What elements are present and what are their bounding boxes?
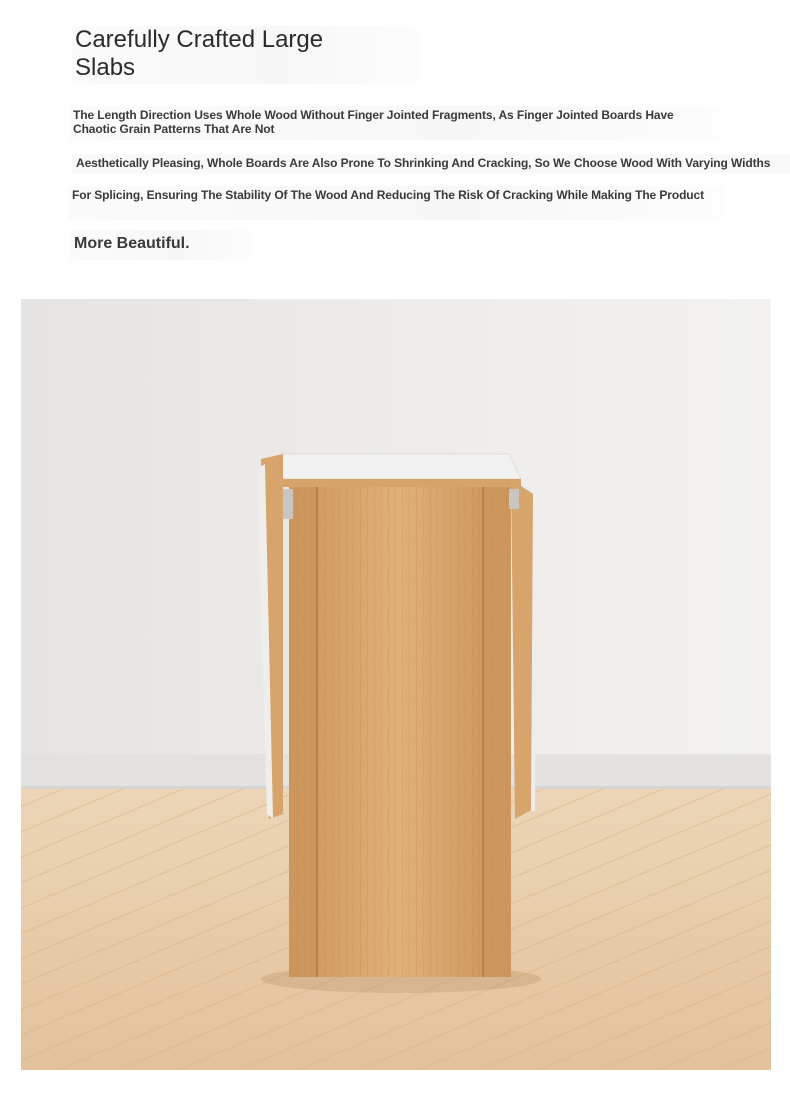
- heading-line-2: Slabs: [75, 54, 136, 81]
- section-heading: [72, 26, 418, 84]
- description-paragraph-1: The Length Direction Uses Whole Wood Without Finger Jointed Fragments, As Finger Jointed Boards Have Chaotic Grain Patterns That Are Not: [70, 106, 720, 140]
- description-paragraph-2: Aesthetically Pleasing, Whole Boards Are Also Prone To Shrinking And Cracking, So We Choose Wood With Varying Widths: [72, 154, 790, 174]
- product-photo: [21, 299, 771, 1070]
- description-paragraph-3: For Splicing, Ensuring The Stability Of The Wood And Reducing The Risk Of Cracking While Making The Product: [68, 186, 723, 220]
- folding-table-illustration: [21, 299, 771, 1070]
- heading-line-1: Carefully Crafted Large: [75, 26, 324, 53]
- stone-tabletop: [271, 454, 521, 479]
- description-paragraph-4: More Beautiful.: [70, 230, 250, 260]
